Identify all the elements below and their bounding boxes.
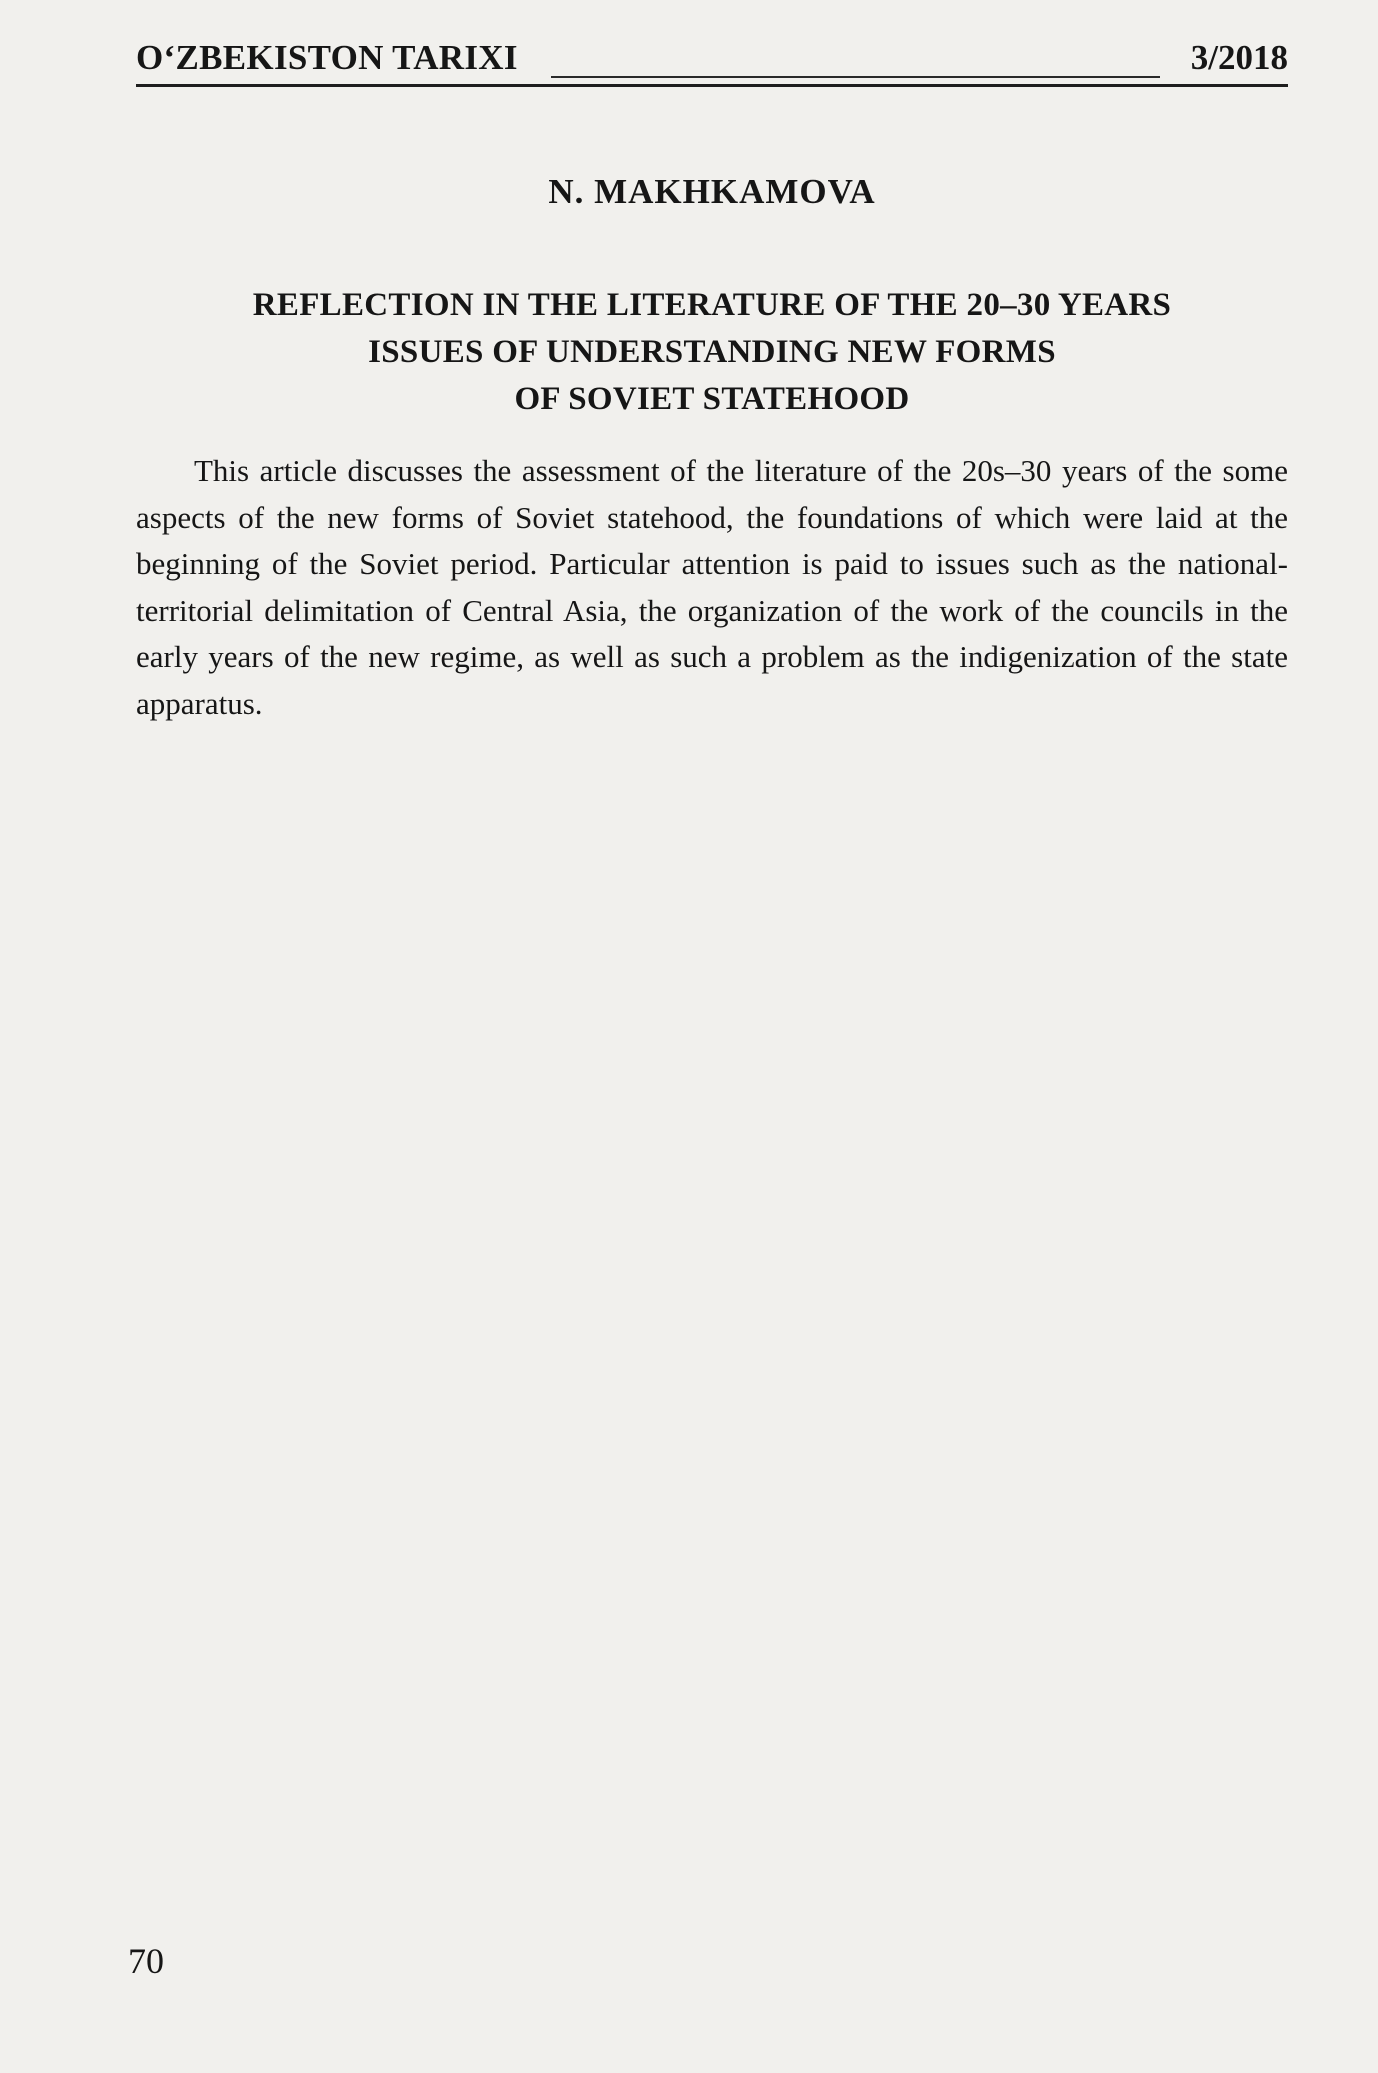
author-name: N. MAKHKAMOVA [548, 172, 876, 211]
running-header [136, 30, 1288, 90]
title-line: ISSUES OF UNDERSTANDING NEW FORMS [368, 334, 1056, 371]
page-number: 70 [128, 1941, 164, 1981]
header-line [551, 76, 1160, 78]
abstract [136, 448, 1288, 727]
issue-number: 3/2018 [1190, 38, 1288, 77]
title-line: REFLECTION IN THE LITERATURE OF THE 20–30 YEARS [252, 287, 1172, 324]
journal-name: O‘ZBEKISTON TARIXI [136, 38, 518, 77]
header-rule [136, 84, 1288, 87]
title-line: OF SOVIET STATEHOOD [514, 381, 910, 418]
article-title [136, 282, 1288, 423]
abstract-paragraph: This article discusses the assessment of the literature of the 20s–30 years of the some aspects of the new forms of Soviet statehood, the foundations of which were laid at the beginning of the Soviet period. Particular attention is paid to issues such as the national-territorial delimitation of Central Asia, the organization of the work of the councils in the early years of the new regime, as well as such a problem as the indigenization of the state apparatus. [136, 453, 1288, 721]
